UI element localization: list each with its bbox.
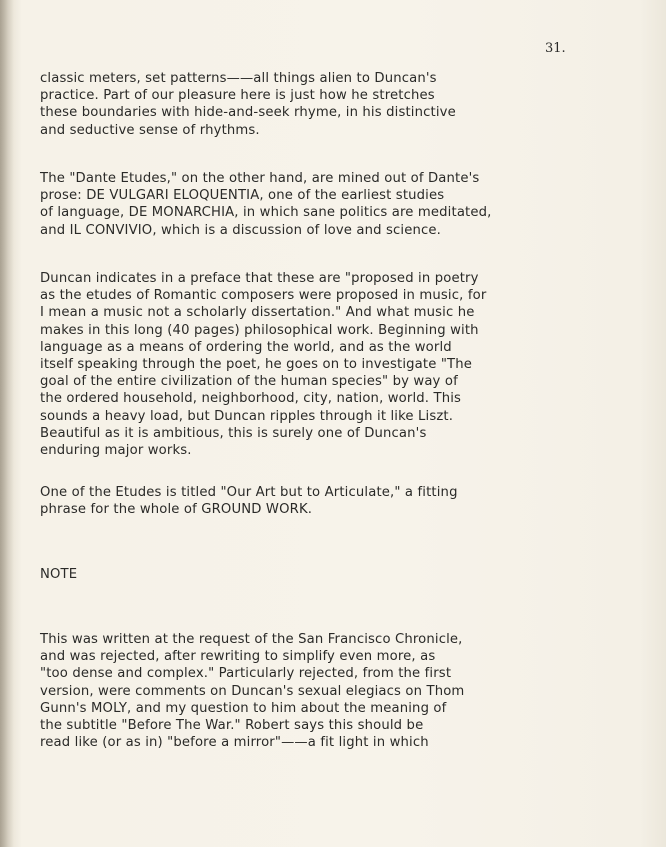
text-line: makes in this long (40 pages) philosophical work. Beginning with xyxy=(40,322,479,338)
text-line: I mean a music not a scholarly dissertation." And what music he xyxy=(40,305,475,321)
text-line: enduring major works. xyxy=(40,443,192,459)
text-line: One of the Etudes is titled "Our Art but to Articulate," a fitting xyxy=(40,485,458,500)
text-line: itself speaking through the poet, he goes on to investigate "The xyxy=(40,357,473,373)
text-line: read like (or as in) "before a mirror"——a fit light in which xyxy=(40,735,429,751)
paragraph-meters xyxy=(40,70,620,139)
binding-shadow xyxy=(0,0,14,847)
text-line: and seductive sense of rhythms. xyxy=(40,122,260,138)
page-number: 31. xyxy=(545,41,566,56)
text-line: and was rejected, after rewriting to simplify even more, as xyxy=(40,649,436,665)
text-line: sounds a heavy load, but Duncan ripples through it like Liszt. xyxy=(40,408,454,424)
text-line: version, were comments on Duncan's sexual elegiacs on Thom xyxy=(40,683,465,699)
paragraph-note-body xyxy=(40,631,620,751)
text-line: Duncan indicates in a preface that these are "proposed in poetry xyxy=(40,271,479,286)
text-line: the ordered household, neighborhood, city, nation, world. This xyxy=(40,391,462,407)
text-line: goal of the entire civilization of the human species" by way of xyxy=(40,374,458,390)
text-line: NOTE xyxy=(40,567,78,582)
text-line: The "Dante Etudes," on the other hand, are mined out of Dante's xyxy=(40,171,480,186)
text-line: practice. Part of our pleasure here is just how he stretches xyxy=(40,88,435,104)
paragraph-etude-title xyxy=(40,484,620,518)
text-line: language as a means of ordering the world, and as the world xyxy=(40,339,452,355)
text-line: classic meters, set patterns——all things alien to Duncan's xyxy=(40,71,437,86)
text-line: Gunn's MOLY, and my question to him about the meaning of xyxy=(40,700,447,716)
text-line: This was written at the request of the San Francisco Chronicle, xyxy=(40,632,463,647)
text-line: of language, DE MONARCHIA, in which sane politics are meditated, xyxy=(40,205,492,221)
text-line: the subtitle "Before The War." Robert says this should be xyxy=(40,718,424,734)
text-line: and IL CONVIVIO, which is a discussion of love and science. xyxy=(40,222,442,238)
text-line: Beautiful as it is ambitious, this is surely one of Duncan's xyxy=(40,425,427,441)
text-line: "too dense and complex." Particularly rejected, from the first xyxy=(40,666,452,682)
note-heading xyxy=(40,566,620,583)
text-line: prose: DE VULGARI ELOQUENTIA, one of the earliest studies xyxy=(40,188,445,204)
text-line: phrase for the whole of GROUND WORK. xyxy=(40,502,313,518)
paragraph-dante-etudes xyxy=(40,170,620,239)
text-line: these boundaries with hide-and-seek rhyme, in his distinctive xyxy=(40,105,456,121)
text-line: as the etudes of Romantic composers were proposed in music, for xyxy=(40,288,487,304)
paragraph-preface xyxy=(40,270,620,459)
